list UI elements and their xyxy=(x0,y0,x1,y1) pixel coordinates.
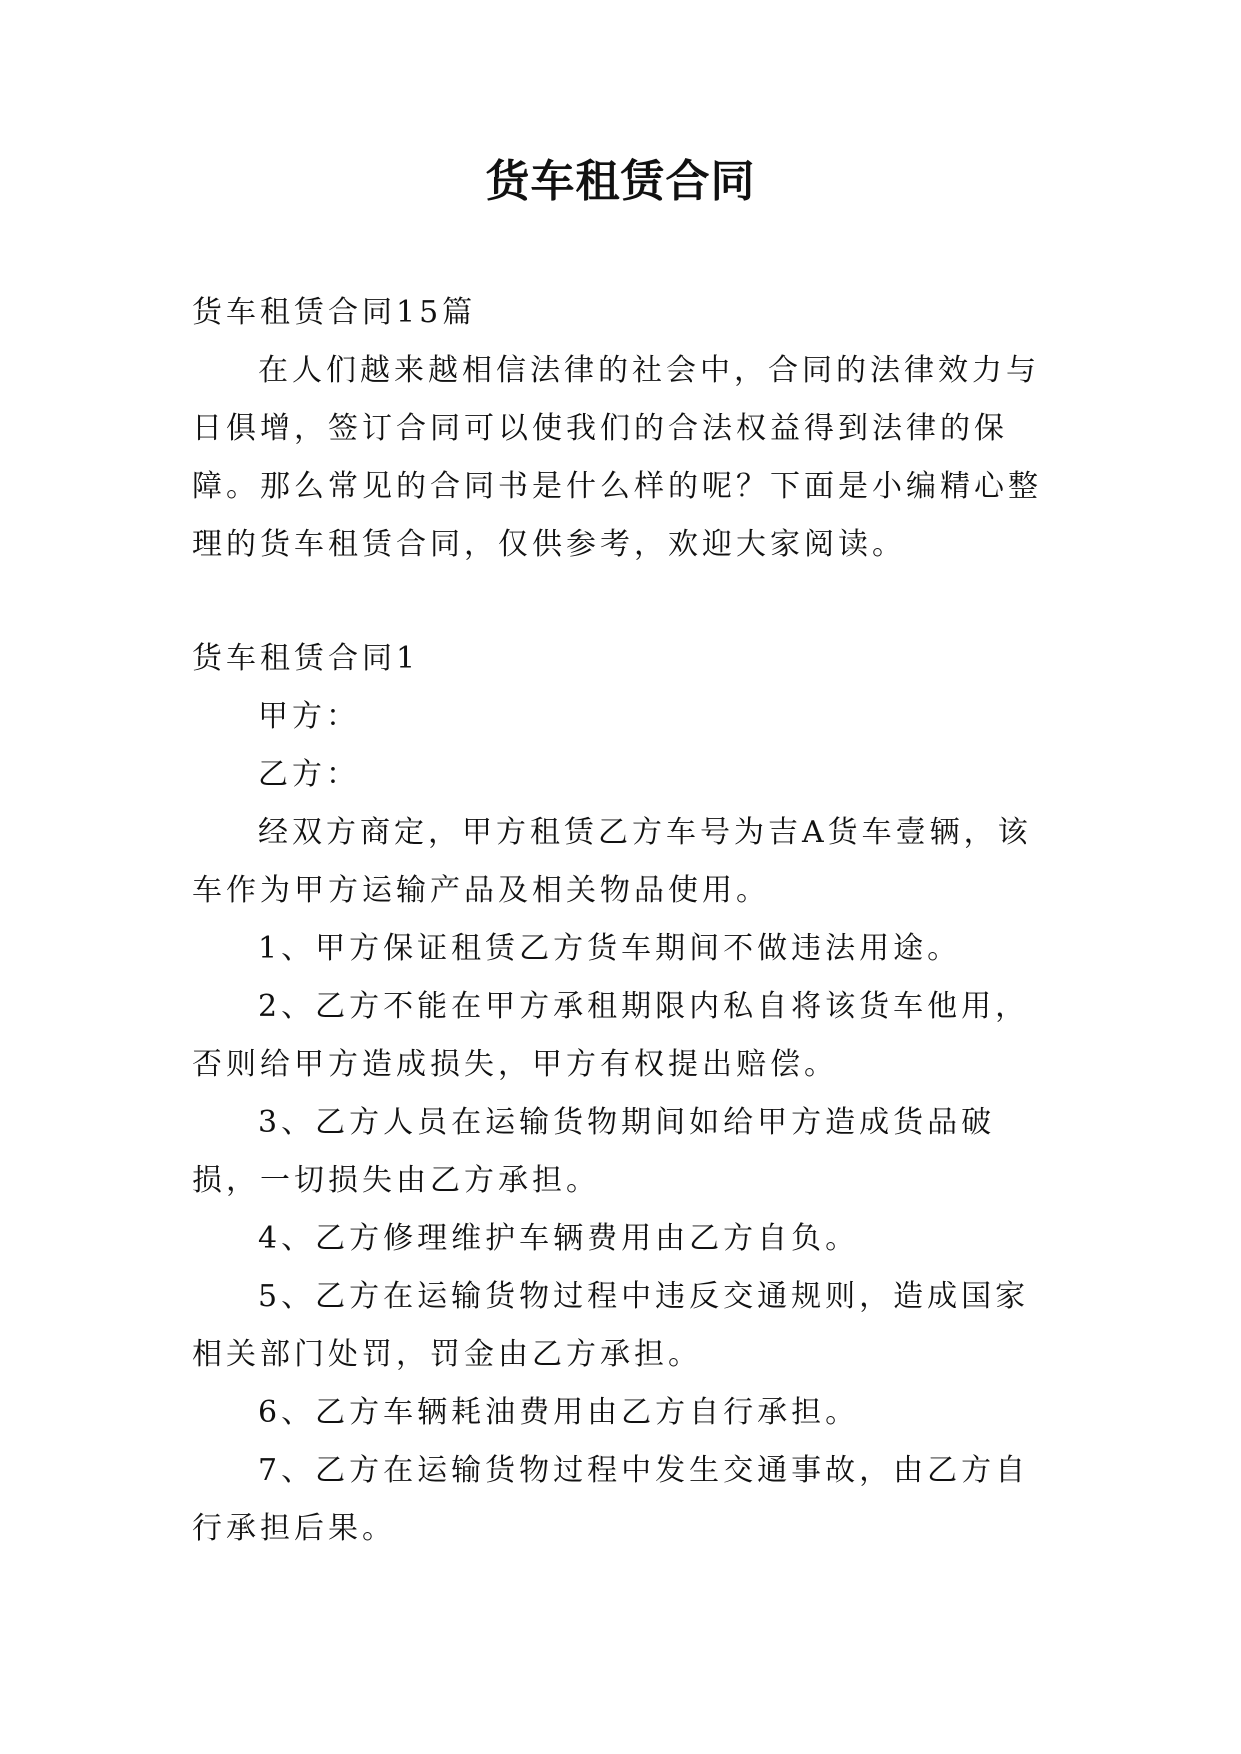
contract-1-heading: 货车租赁合同1 xyxy=(192,641,420,676)
document-title: 货车租赁合同 xyxy=(485,156,756,207)
clause-4: 4、乙方修理维护车辆费用由乙方自负。 xyxy=(258,1221,860,1256)
clause-1: 1、甲方保证租赁乙方货车期间不做违法用途。 xyxy=(258,931,962,966)
clause-5: 5、乙方在运输货物过程中违反交通规则，造成国家相关部门处罚，罚金由乙方承担。 xyxy=(192,1279,1030,1372)
contract-1-section xyxy=(192,630,1054,1558)
clause-7: 7、乙方在运输货物过程中发生交通事故，由乙方自行承担后果。 xyxy=(192,1453,1030,1546)
intro-section xyxy=(192,284,1054,574)
party-b-line: 乙方： xyxy=(258,757,360,792)
clause-6: 6、乙方车辆耗油费用由乙方自行承担。 xyxy=(258,1395,860,1430)
contract-preamble: 经双方商定，甲方租赁乙方车号为吉A货车壹辆，该车作为甲方运输产品及相关物品使用。 xyxy=(192,815,1032,908)
intro-paragraph: 在人们越来越相信法律的社会中，合同的法律效力与日俱增，签订合同可以使我们的合法权益得到法律的保障。那么常见的合同书是什么样的呢？下面是小编精心整理的货车租赁合同，仅供参考，欢迎大家阅读。 xyxy=(192,353,1042,562)
clause-3: 3、乙方人员在运输货物期间如给甲方造成货品破损，一切损失由乙方承担。 xyxy=(192,1105,996,1198)
party-a-line: 甲方： xyxy=(258,699,360,734)
clause-2: 2、乙方不能在甲方承租期限内私自将该货车他用，否则给甲方造成损失，甲方有权提出赔偿。 xyxy=(192,989,1030,1082)
intro-heading: 货车租赁合同15篇 xyxy=(192,295,477,330)
